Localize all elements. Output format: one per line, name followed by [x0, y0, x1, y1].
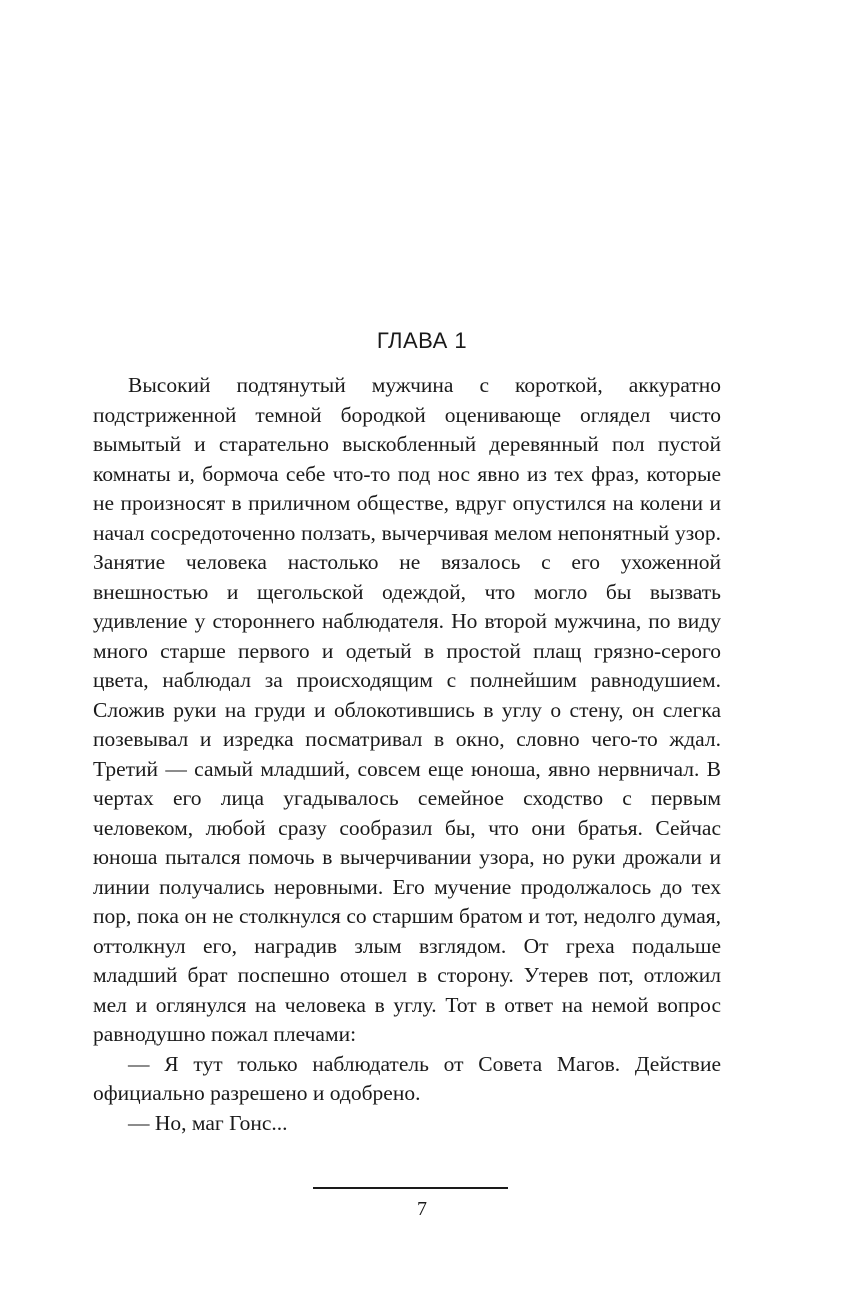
paragraph-dialogue-observer: — Я тут только наблюдатель от Совета Магов. Действие официально разрешено и одобрено.: [93, 1051, 721, 1105]
paragraph-dialogue-reply: — Но, маг Гонс...: [128, 1110, 288, 1135]
page-number: 7: [417, 1198, 427, 1220]
footer-rule: [313, 1187, 508, 1189]
paragraph-narrative: Высокий подтянутый мужчина с короткой, аккуратно подстриженной темной бородкой оценивающе оглядел чисто вымытый и старательно выскобленный деревянный пол пустой комнаты и, бормоча себе что-то под нос явно из тех фраз, которые не произносят в приличном обществе, вдруг опустился на колени и начал сосредоточенно ползать, вычерчивая мелом непонятный узор. Занятие человека настолько не вязалось с его ухоженной внешностью и щегольской одеждой, что могло бы вызвать удивление у стороннего наблюдателя. Но второй мужчина, по виду много старше первого и одетый в простой плащ грязно-серого цвета, наблюдал за происходящим с полнейшим равнодушием. Сложив руки на груди и облокотившись в углу о стену, он слегка позевывал и изредка посматривал в окно, словно чего-то ждал. Третий — самый младший, совсем еще юноша, явно нервничал. В чертах его лица угадывалось семейное сходство с первым человеком, любой сразу сообразил бы, что они братья. Сейчас юноша пытался помочь в вычерчивании узора, но руки дрожали и линии получались неровными. Его мучение продолжалось до тех пор, пока он не столкнулся со старшим братом и тот, недолго думая, оттолкнул его, наградив злым взглядом. От греха подальше младший брат поспешно отошел в сторону. Утерев пот, отложил мел и оглянулся на человека в углу. Тот в ответ на немой вопрос равнодушно пожал плечами:: [93, 373, 721, 1046]
chapter-body: [93, 371, 721, 1138]
chapter-title: ГЛАВА 1: [376, 328, 468, 353]
